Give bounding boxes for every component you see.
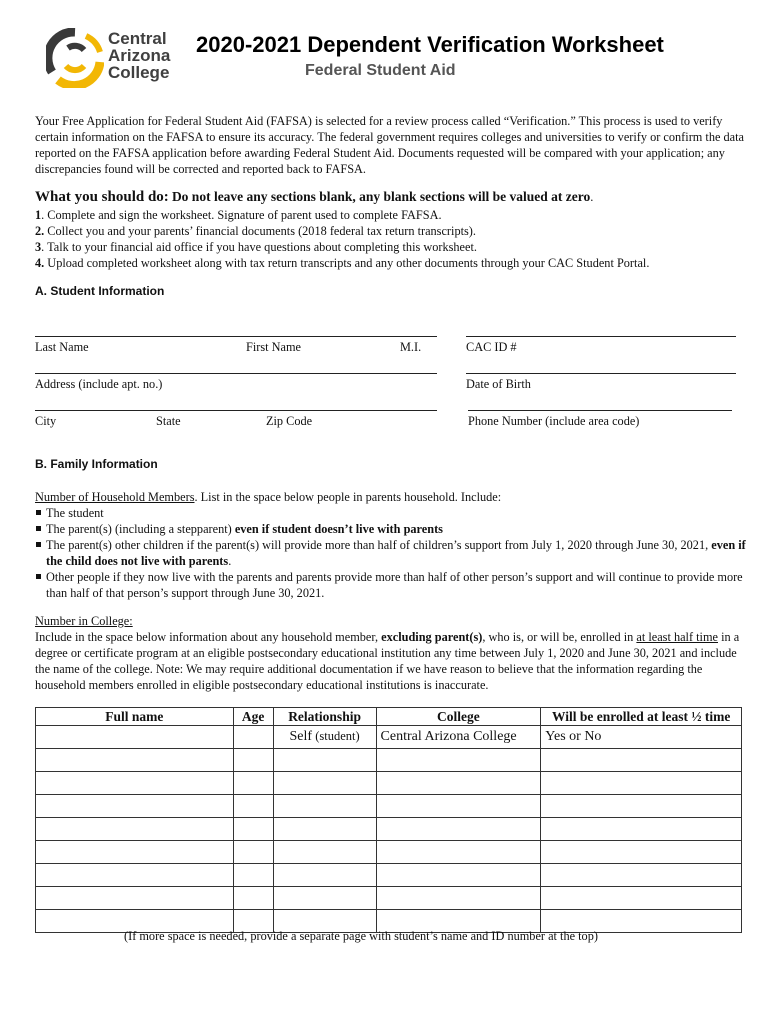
enrolled-cell[interactable] xyxy=(541,887,742,910)
bullet-icon xyxy=(36,574,41,579)
age-cell[interactable] xyxy=(233,749,273,772)
table-header-row xyxy=(36,708,742,726)
table-row xyxy=(36,818,742,841)
col-enrolled: Will be enrolled at least ½ time xyxy=(541,708,742,726)
last-name-label: Last Name xyxy=(35,340,89,354)
table-row xyxy=(36,841,742,864)
what-to-do-period: . xyxy=(590,190,594,204)
dob-input-line[interactable] xyxy=(466,373,736,374)
table-row xyxy=(36,864,742,887)
enrolled-cell[interactable]: Yes or No xyxy=(541,726,742,749)
relationship-cell[interactable] xyxy=(273,841,376,864)
page-title: 2020-2021 Dependent Verification Worksheet xyxy=(196,32,664,57)
enrolled-cell[interactable] xyxy=(541,841,742,864)
age-cell[interactable] xyxy=(233,841,273,864)
first-name-label: First Name xyxy=(246,340,301,354)
age-cell[interactable] xyxy=(233,772,273,795)
full-name-cell[interactable] xyxy=(36,841,234,864)
intro-paragraph: Your Free Application for Federal Student Aid (FAFSA) is selected for a review process called “Verification.” This process is used to verify certain information on the FAFSA to ensure its accuracy. The federal government requires colleges and universities to verify or confirm the data reported on the FAFSA application before awarding Federal Student Aid. Documents requested will be compared with your application; any discrepancies found will be corrected and reported back to FAFSA. xyxy=(35,114,745,176)
step-item: 3. Talk to your financial aid office if you have questions about completing this worksheet. xyxy=(35,240,477,254)
bullet-icon xyxy=(36,510,41,515)
age-cell[interactable] xyxy=(233,726,273,749)
college-cell[interactable] xyxy=(376,749,541,772)
college-paragraph: Number in College: Include in the space below information about any household member, excluding parent(s), who is, or will be, enrolled in at least half time in a degree or certificate program at an eligible postsecondary educational institution any time between July 1, 2020 and June 30, 2021 and include the name of the college. Note: We may require additional documentation if we have reason to believe that the information regarding the household members enrolled in eligible postsecondary educational institutions is inaccurate. xyxy=(35,613,747,693)
college-cell[interactable] xyxy=(376,887,541,910)
list-item: The parent(s) other children if the parent(s) will provide more than half of children’s support from July 1, 2020 through June 30, 2021, even if the child does not live with parents. xyxy=(35,537,747,569)
phone-label: Phone Number (include area code) xyxy=(468,414,640,428)
table-row xyxy=(36,726,742,749)
col-age: Age xyxy=(233,708,273,726)
address-label: Address (include apt. no.) xyxy=(35,377,163,391)
state-label: State xyxy=(156,414,181,428)
logo-mark-icon xyxy=(46,28,104,88)
cac-id-label: CAC ID # xyxy=(466,340,517,354)
address-input-line[interactable] xyxy=(35,373,437,374)
age-cell[interactable] xyxy=(233,887,273,910)
logo-wordmark xyxy=(108,30,170,81)
logo-line-2: Arizona xyxy=(108,46,171,65)
step-item: 2. Collect you and your parents’ financial documents (2018 federal tax return transcripts). xyxy=(35,224,476,238)
college-heading: Number in College: xyxy=(35,614,133,628)
bullet-icon xyxy=(36,526,41,531)
city-label: City xyxy=(35,414,57,428)
col-full-name: Full name xyxy=(36,708,234,726)
college-cell[interactable] xyxy=(376,841,541,864)
college-cell[interactable] xyxy=(376,818,541,841)
what-to-do-warning: Do not leave any sections blank, any blank sections will be valued at zero xyxy=(171,189,591,204)
college-logo xyxy=(46,28,196,88)
age-cell[interactable] xyxy=(233,864,273,887)
step-item: 1. Complete and sign the worksheet. Signature of parent used to complete FAFSA. xyxy=(35,208,442,222)
relationship-cell[interactable] xyxy=(273,887,376,910)
college-cell[interactable] xyxy=(376,795,541,818)
section-a-heading: A. Student Information xyxy=(35,284,165,298)
household-bullet-list xyxy=(35,505,747,601)
age-cell[interactable] xyxy=(233,795,273,818)
enrolled-cell[interactable] xyxy=(541,772,742,795)
city-state-zip-input-line[interactable] xyxy=(35,410,437,411)
phone-input-line[interactable] xyxy=(468,410,732,411)
household-heading: Number of Household Members xyxy=(35,490,195,504)
col-college: College xyxy=(376,708,541,726)
step-item: 4. Upload completed worksheet along with tax return transcripts and any other documents through your CAC Student Portal. xyxy=(35,256,650,270)
col-relationship: Relationship xyxy=(273,708,376,726)
logo-line-1: Central xyxy=(108,29,167,48)
name-input-line[interactable] xyxy=(35,336,437,337)
bullet-icon xyxy=(36,542,41,547)
zip-label: Zip Code xyxy=(266,414,313,428)
relationship-cell[interactable] xyxy=(273,749,376,772)
list-item: Other people if they now live with the parents and parents provide more than half of other person’s support and will continue to provide more than half of that person’s support through June 30, 2021. xyxy=(35,569,747,601)
enrolled-cell[interactable] xyxy=(541,795,742,818)
full-name-cell[interactable] xyxy=(36,887,234,910)
list-item: The student xyxy=(35,505,747,521)
household-intro: Number of Household Members. List in the space below people in parents household. Include: xyxy=(35,490,502,504)
enrolled-cell[interactable] xyxy=(541,864,742,887)
dob-label: Date of Birth xyxy=(466,377,531,391)
steps-list xyxy=(35,207,745,271)
what-to-do-heading xyxy=(35,188,745,206)
table-row xyxy=(36,795,742,818)
full-name-cell[interactable] xyxy=(36,726,234,749)
relationship-cell[interactable] xyxy=(273,772,376,795)
age-cell[interactable] xyxy=(233,818,273,841)
college-cell[interactable] xyxy=(376,772,541,795)
relationship-cell[interactable] xyxy=(273,864,376,887)
full-name-cell[interactable] xyxy=(36,772,234,795)
college-cell[interactable] xyxy=(376,864,541,887)
table-row xyxy=(36,772,742,795)
relationship-cell[interactable]: Self (student) xyxy=(273,726,376,749)
table-row xyxy=(36,887,742,910)
full-name-cell[interactable] xyxy=(36,795,234,818)
full-name-cell[interactable] xyxy=(36,864,234,887)
college-cell[interactable]: Central Arizona College xyxy=(376,726,541,749)
what-to-do-lead: What you should do: xyxy=(35,189,169,205)
cac-id-input-line[interactable] xyxy=(466,336,736,337)
logo-line-3: College xyxy=(108,63,170,82)
page-subtitle: Federal Student Aid xyxy=(305,62,456,79)
full-name-cell[interactable] xyxy=(36,818,234,841)
relationship-cell[interactable] xyxy=(273,795,376,818)
list-item: The parent(s) (including a stepparent) even if student doesn’t live with parents xyxy=(35,521,747,537)
enrolled-cell[interactable] xyxy=(541,818,742,841)
enrolled-cell[interactable] xyxy=(541,749,742,772)
relationship-cell[interactable] xyxy=(273,818,376,841)
mi-label: M.I. xyxy=(400,340,422,354)
household-table xyxy=(35,707,742,933)
table-footnote: (If more space is needed, provide a separate page with student’s name and ID number at the top) xyxy=(124,929,598,943)
section-b-heading: B. Family Information xyxy=(35,457,158,471)
table-row xyxy=(36,749,742,772)
full-name-cell[interactable] xyxy=(36,749,234,772)
